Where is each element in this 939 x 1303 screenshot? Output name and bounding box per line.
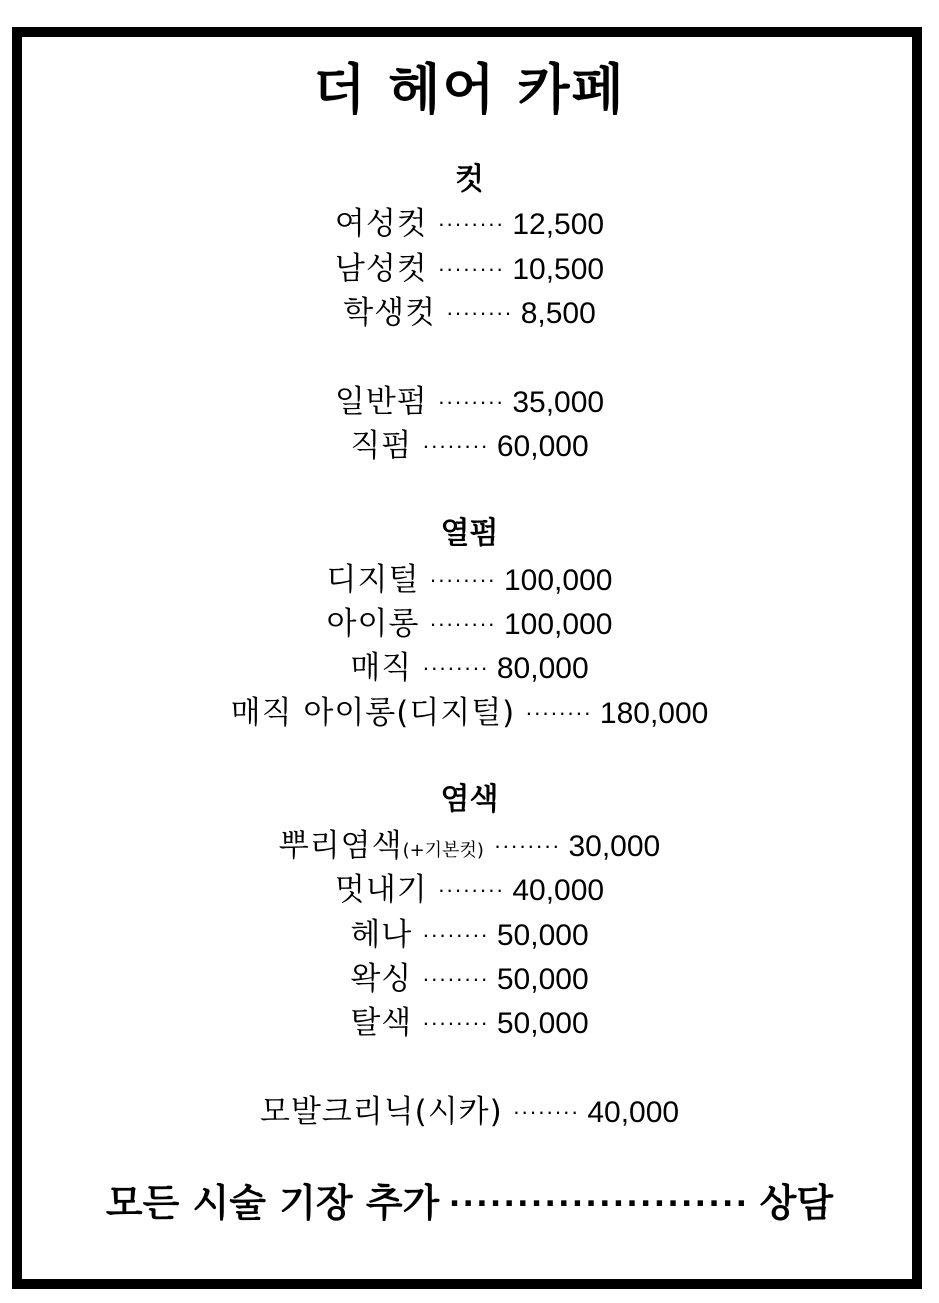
menu-item [0,426,939,469]
section-heading-cut: 컷 [455,162,484,197]
footer-dot-leader: ······················ [449,1183,750,1225]
dot-leader: ········ [437,211,505,236]
footer-value: 상담 [759,1181,834,1225]
item-note: (+기본컷) [402,840,484,861]
menu-item [0,604,939,647]
dot-leader: ········ [437,256,505,281]
footer-text: 모든 시술 기장 추가 [105,1181,440,1225]
menu-item [0,382,939,425]
footer-note [0,1178,939,1229]
item-name: 학생컷 [343,295,437,331]
item-name: 여성컷 [334,206,428,242]
item-name: 디지털 [326,562,420,598]
item-price: 8,500 [520,297,596,330]
menu-item [0,915,939,958]
dot-leader: ········ [437,389,505,414]
salon-title: 더 헤어 카페 [313,58,626,121]
item-price: 100,000 [504,608,613,641]
menu-item [0,1092,939,1135]
dot-leader: ········ [429,567,496,592]
item-name: 헤나 [350,917,413,953]
item-price: 50,000 [496,1007,589,1040]
menu-item [0,560,939,603]
item-name: 모발크리닉(시카) [259,1094,503,1130]
dot-leader: ········ [512,1099,580,1124]
item-name: 일반펌 [334,384,428,420]
item-price: 50,000 [496,919,589,952]
menu-item [0,959,939,1002]
dot-leader: ········ [429,611,496,636]
item-name: 아이롱 [326,606,420,642]
item-price: 35,000 [512,386,605,419]
dot-leader: ········ [422,433,489,458]
dot-leader: ········ [446,300,513,325]
dot-leader: ········ [437,877,505,902]
item-name: 매직 아이롱(디지털) [230,695,516,731]
menu-item [0,648,939,691]
item-name: 멋내기 [334,872,428,908]
item-price: 60,000 [496,430,589,463]
section-heading-heat-perm: 열펌 [440,516,499,551]
section-heading-dye: 염색 [440,782,499,817]
dot-leader: ········ [422,966,489,991]
item-name: 직펌 [350,428,413,464]
item-name: 매직 [350,650,413,686]
menu-item [0,870,939,913]
item-name: 탈색 [350,1005,413,1041]
item-price: 40,000 [512,874,605,907]
dot-leader: ········ [422,1010,489,1035]
menu-item [0,693,939,736]
item-name: 남성컷 [334,251,428,287]
dot-leader: ········ [525,700,592,725]
item-price: 40,000 [587,1096,680,1129]
item-price: 50,000 [496,963,589,996]
dot-leader: ········ [422,655,489,680]
item-price: 80,000 [496,652,589,685]
item-name: 뿌리염색 [278,828,403,864]
item-price: 10,500 [512,253,605,286]
menu-item [0,293,939,336]
item-price: 12,500 [512,208,605,241]
dot-leader: ········ [493,833,561,858]
item-price: 30,000 [568,830,661,863]
item-price: 100,000 [504,564,613,597]
item-price: 180,000 [599,697,709,730]
dot-leader: ········ [422,922,489,947]
item-name: 왁싱 [350,961,413,997]
menu-item [0,1003,939,1046]
menu-item [0,249,939,292]
menu-item [0,826,939,871]
menu-item [0,204,939,247]
